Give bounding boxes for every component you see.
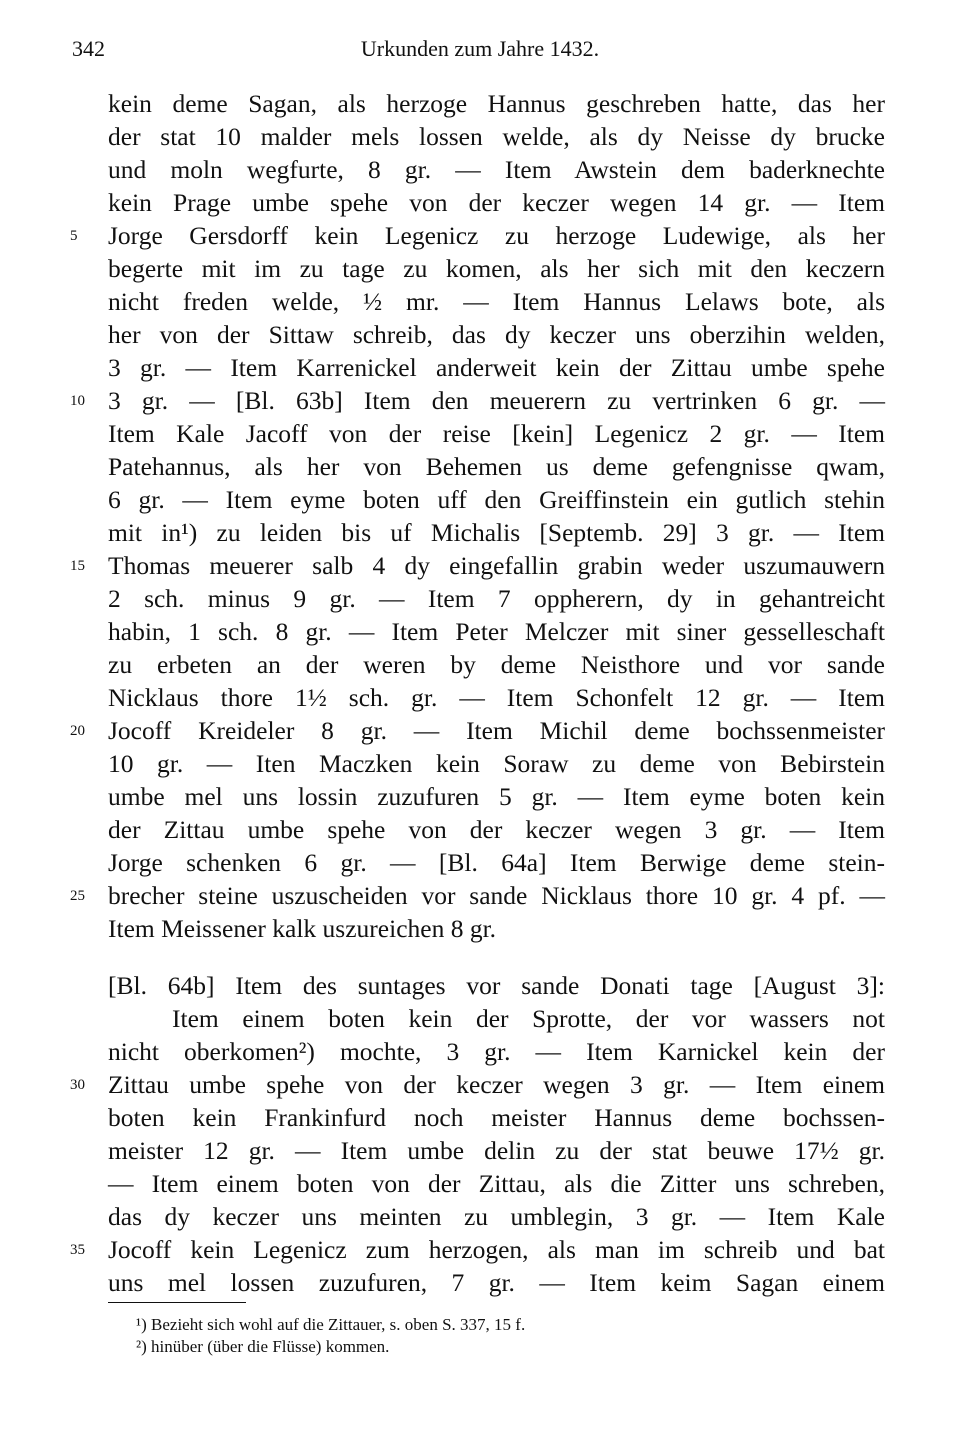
body-line: mit in¹) zu leiden bis uf Michalis [Septemb. 29] 3 gr. — Item — [108, 518, 885, 547]
body-line: begerte mit im zu tage zu komen, als her sich mit den keczern — [108, 254, 885, 283]
body-line: Nicklaus thore 1½ sch. gr. — Item Schonfelt 12 gr. — Item — [108, 683, 885, 712]
line-number: 30 — [70, 1077, 85, 1093]
body-line: der Zittau umbe spehe von der keczer wegen 3 gr. — Item — [108, 815, 885, 844]
footnote: ²) hinüber (über die Flüsse) kommen. — [136, 1337, 390, 1356]
body-line: 3 gr. — Item Karrenickel anderweit kein der Zittau umbe spehe — [108, 353, 885, 382]
body-line: Thomas meuerer salb 4 dy eingefallin grabin weder uszumauwern — [108, 551, 885, 580]
body-line: Item einem boten kein der Sprotte, der vor wassers not — [172, 1004, 885, 1033]
section-heading: [Bl. 64b] Item des suntages vor sande Donati tage [August 3]: — [108, 971, 885, 1000]
footnote-divider — [108, 1302, 246, 1303]
body-line: Patehannus, als her von Behemen us deme gefengnisse qwam, — [108, 452, 885, 481]
body-line: meister 12 gr. — Item umbe delin zu der stat beuwe 17½ gr. — [108, 1136, 885, 1165]
page-number: 342 — [72, 36, 105, 61]
body-line: 10 gr. — Iten Maczken kein Soraw zu deme von Bebirstein — [108, 749, 885, 778]
body-line: 6 gr. — Item eyme boten uff den Greiffinstein ein gutlich stehin — [108, 485, 885, 514]
body-line: nicht oberkomen²) mochte, 3 gr. — Item Karnickel kein der — [108, 1037, 885, 1066]
body-line: nicht freden welde, ½ mr. — Item Hannus Lelaws bote, als — [108, 287, 885, 316]
body-line: habin, 1 sch. 8 gr. — Item Peter Melczer mit siner gesselleschaft — [108, 617, 885, 646]
footnote: ¹) Bezieht sich wohl auf die Zittauer, s. oben S. 337, 15 f. — [136, 1315, 526, 1334]
body-line: — Item einem boten von der Zittau, als die Zitter uns schreben, — [108, 1169, 885, 1198]
body-line: und moln wegfurte, 8 gr. — Item Awstein dem baderknechte — [108, 155, 885, 184]
body-line: 3 gr. — [Bl. 63b] Item den meuerern zu vertrinken 6 gr. — — [108, 386, 885, 415]
body-line: 2 sch. minus 9 gr. — Item 7 oppherern, dy in gehantreicht — [108, 584, 885, 613]
body-line: kein Prage umbe spehe von der keczer wegen 14 gr. — Item — [108, 188, 885, 217]
line-number: 10 — [70, 393, 85, 409]
line-number: 35 — [70, 1242, 85, 1258]
body-line: kein deme Sagan, als herzoge Hannus geschreben hatte, das her — [108, 89, 885, 118]
body-line: zu erbeten an der weren by deme Neisthore und vor sande — [108, 650, 885, 679]
body-line: das dy keczer uns meinten zu umblegin, 3 gr. — Item Kale — [108, 1202, 885, 1231]
body-line: brecher steine uszuscheiden vor sande Nicklaus thore 10 gr. 4 pf. — — [108, 881, 885, 910]
body-line: Item Meissener kalk uszureichen 8 gr. — [108, 914, 497, 943]
body-line: Jocoff Kreideler 8 gr. — Item Michil deme bochssenmeister — [108, 716, 885, 745]
body-line: her von der Sittaw schreib, das dy keczer uns oberzihin welden, — [108, 320, 885, 349]
line-number: 25 — [70, 888, 85, 904]
body-line: umbe mel uns lossin zuzufuren 5 gr. — Item eyme boten kein — [108, 782, 885, 811]
body-line: der stat 10 malder mels lossen welde, als dy Neisse dy brucke — [108, 122, 885, 151]
line-number: 15 — [70, 558, 85, 574]
body-line: boten kein Frankinfurd noch meister Hannus deme bochssen- — [108, 1103, 885, 1132]
running-title: Urkunden zum Jahre 1432. — [360, 36, 600, 61]
line-number: 5 — [70, 228, 78, 244]
body-line: Item Kale Jacoff von der reise [kein] Legenicz 2 gr. — Item — [108, 419, 885, 448]
body-line: Jocoff kein Legenicz zum herzogen, als man im schreib und bat — [108, 1235, 885, 1264]
body-line: Jorge schenken 6 gr. — [Bl. 64a] Item Berwige deme stein- — [108, 848, 885, 877]
line-number: 20 — [70, 723, 85, 739]
body-line: uns mel lossen zuzufuren, 7 gr. — Item keim Sagan einem — [108, 1268, 885, 1297]
body-line: Zittau umbe spehe von der keczer wegen 3 gr. — Item einem — [108, 1070, 885, 1099]
body-line: Jorge Gersdorff kein Legenicz zu herzoge Ludewige, als her — [108, 221, 885, 250]
